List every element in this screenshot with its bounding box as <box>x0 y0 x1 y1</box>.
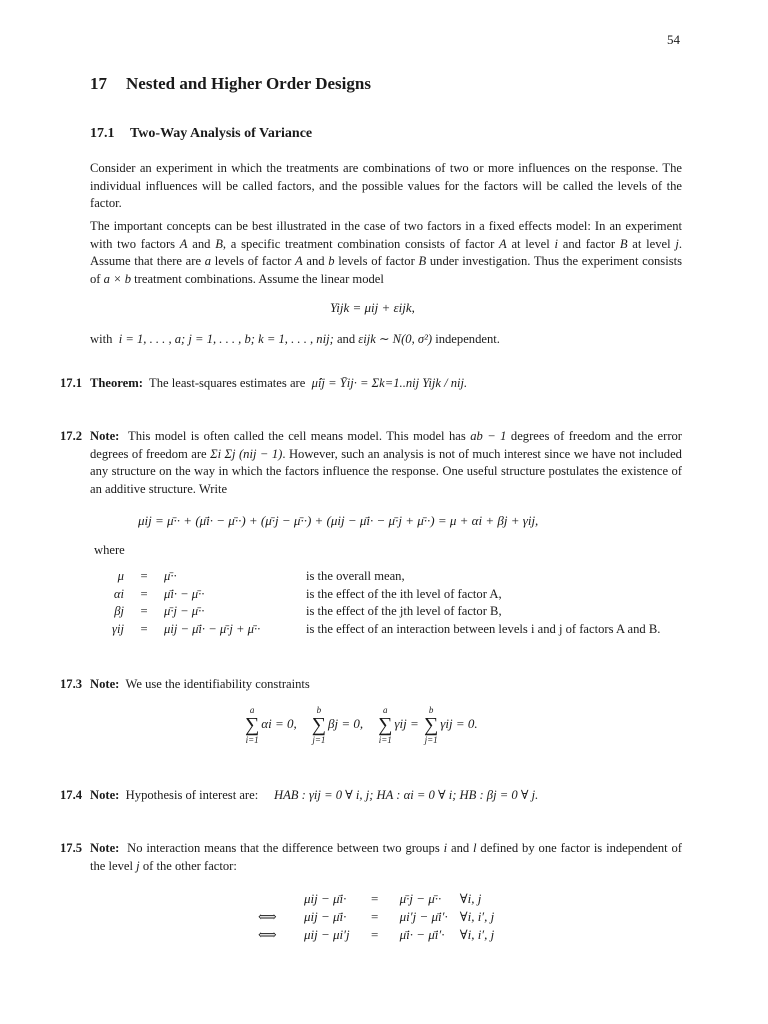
section-title: Nested and Higher Order Designs <box>126 74 371 93</box>
sum-symbol: b ∑ j=1 <box>311 705 326 745</box>
equivalence-row: μij − μ̄i· = μ̄·j − μ̄·· ∀i, j <box>304 891 482 906</box>
subsection-number: 17.1 <box>90 126 115 141</box>
identifiability-constraints: a ∑ i=1 αi = 0, b ∑ j=1 βj = 0, a ∑ i=1 γij = b ∑ j=1 γij = 0. <box>245 705 478 745</box>
subsection-heading <box>90 126 312 142</box>
note-17-3: 17.3 Note: We use the identifiability constraints <box>60 677 310 691</box>
sum-symbol: a ∑ i=1 <box>378 705 393 745</box>
effect-definitions-table <box>98 568 666 638</box>
equivalence-row: ⟺ μij − μ̄i· = μi′j − μ̄i′· ∀i, i′, j <box>258 909 495 924</box>
page-number: 54 <box>667 32 680 47</box>
ls-estimate-formula: μ̂ij = Ȳij· = Σk=1..nij Yijk / nij. <box>311 376 468 390</box>
definition-row: αi = μ̄i· − μ̄·· is the effect of the ith level of factor A, <box>113 586 502 601</box>
subsection-title: Two-Way Analysis of Variance <box>130 126 313 141</box>
note-17-5: 17.5 Note: No interaction means that the difference between two groups i and l defined by one factor is independent of the level j of the other factor: <box>60 841 682 873</box>
where-label: where <box>94 543 125 557</box>
sum-symbol: b ∑ j=1 <box>424 705 439 745</box>
no-interaction-equivalences <box>258 890 500 944</box>
section-heading <box>90 74 371 94</box>
sum-symbol: a ∑ i=1 <box>245 705 260 745</box>
definition-row: μ = μ̄·· is the overall mean, <box>117 569 405 583</box>
definition-row: γij = μij − μ̄i· − μ̄·j + μ̄·· is the effect of an interaction between levels i and j of factors A and B. <box>112 621 661 636</box>
index-ranges: i = 1, . . . , a; j = 1, . . . , b; k = 1, . . . , nij; <box>118 332 334 346</box>
decomposition-equation: μij = μ̄·· + (μ̄i· − μ̄··) + (μ̄·j − μ̄··) + (μij − μ̄i· − μ̄·j + μ̄··) = μ + αi + βj + γij, <box>138 513 539 528</box>
section-number: 17 <box>90 74 107 93</box>
definition-row: βj = μ̄·j − μ̄·· is the effect of the jth level of factor B, <box>114 604 502 618</box>
equivalence-row: ⟺ μij − μi′j = μ̄i· − μ̄i′· ∀i, i′, j <box>258 927 495 942</box>
error-distribution: εijk ∼ N(0, σ²) <box>358 332 433 346</box>
hypotheses-formula: HAB : γij = 0 ∀ i, j; HA : αi = 0 ∀ i; HB : βj = 0 ∀ j. <box>273 788 539 802</box>
concepts-paragraph: The important concepts can be best illustrated in the case of two factors in a fixed effects model: In an experiment with two factors A and B, a specific treatment combination consists of factor A at level i and factor B at level j. Assume that there are a levels of factor A and b levels of factor B under investigation. Thus the experiment consists of a × b treatment combinations. Assume the linear model <box>90 219 682 286</box>
intro-paragraph: Consider an experiment in which the treatments are combinations of two or more influences on the response. The individual influences will be called factors, and the possible values for the factors will be called the levels of the factor. <box>90 161 682 210</box>
with-line: with i = 1, . . . , a; j = 1, . . . , b; k = 1, . . . , nij; and εijk ∼ N(0, σ²) independent. <box>90 332 500 346</box>
note-17-4: 17.4 Note: Hypothesis of interest are: HAB : γij = 0 ∀ i, j; HA : αi = 0 ∀ i; HB : βj = 0 ∀ j. <box>60 788 539 802</box>
theorem-17-1: 17.1 Theorem: The least-squares estimates are μ̂ij = Ȳij· = Σk=1..nij Yijk / nij. <box>60 376 468 390</box>
linear-model-equation: Yijk = μij + εijk, <box>330 300 415 315</box>
note-17-2: 17.2 Note: This model is often called the cell means model. This model has ab − 1 degrees of freedom and the error degrees of freedom are Σi Σj (nij − 1). However, such an analysis is not of much interest since we have not included any structure on the way in which the factors influence the response. One useful structure postulates the existence of an additive structure. Write <box>60 429 683 496</box>
